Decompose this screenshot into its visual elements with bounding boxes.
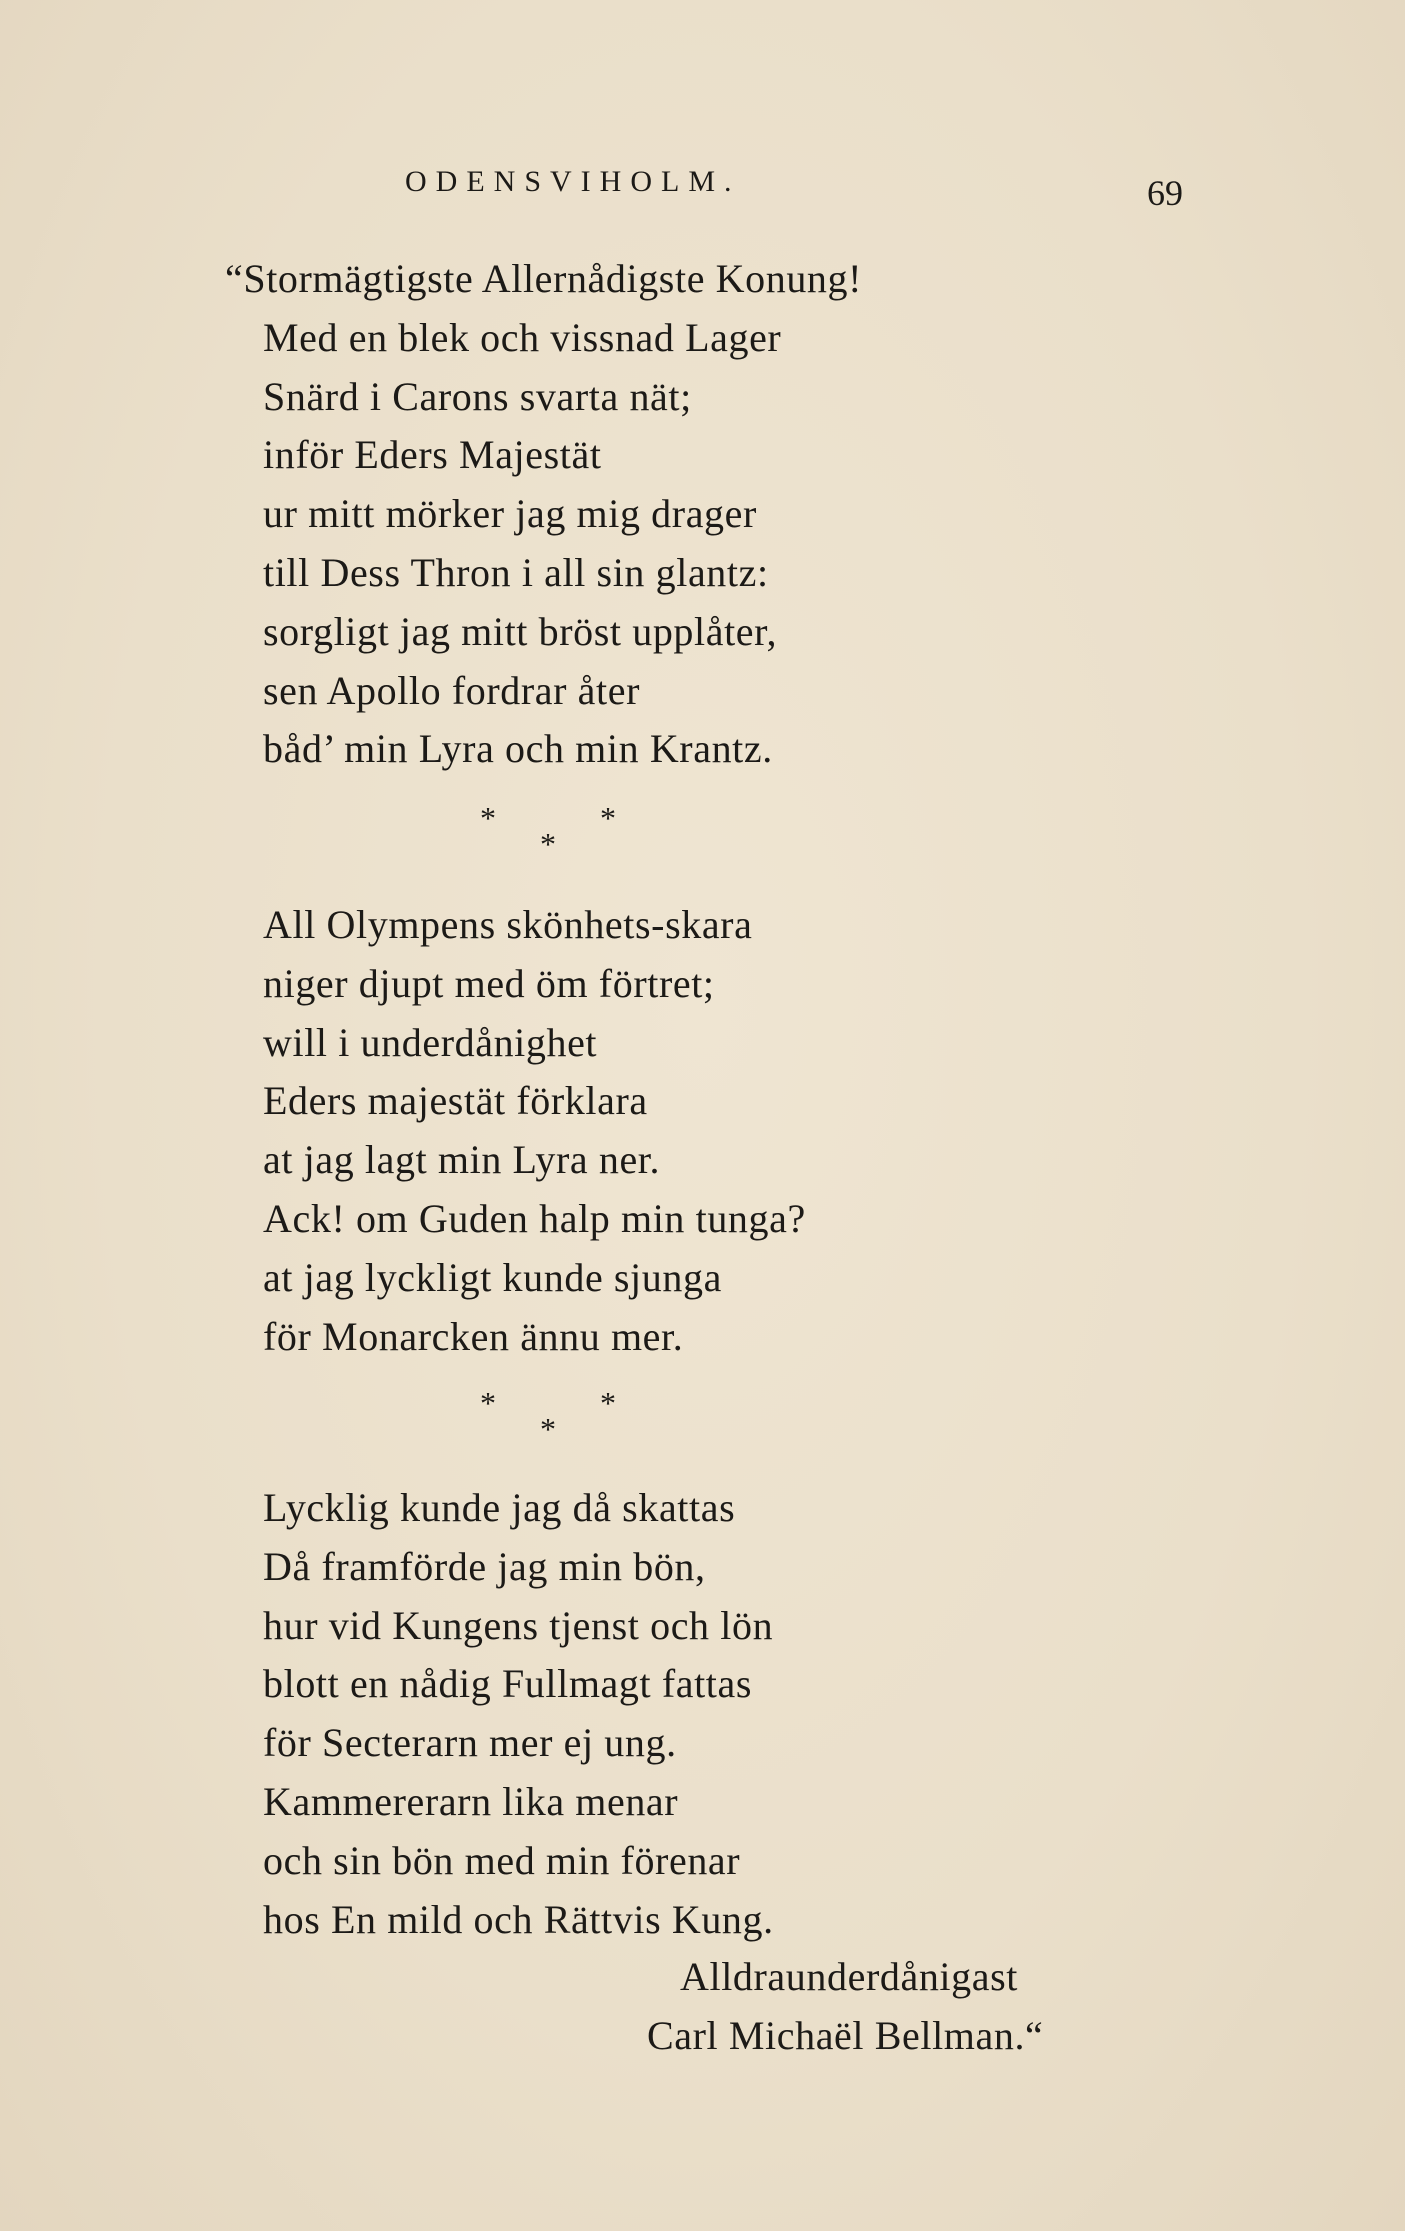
running-head: ODENSVIHOLM. [405, 165, 741, 198]
verse-line: för Monarcken ännu mer. [263, 1313, 684, 1359]
verse-line: Snärd i Carons svarta nät; [263, 373, 692, 419]
verse-line: för Secterarn mer ej ung. [263, 1720, 677, 1766]
signature: Carl Michaël Bellman.“ [647, 2013, 1044, 2058]
asterisk: * [600, 800, 616, 836]
verse-line: ur mitt mörker jag mig drager [263, 491, 757, 537]
asterisk: * [480, 1385, 496, 1421]
asterisk: * [540, 1411, 556, 1447]
verse-line: Kammererarn lika menar [263, 1778, 679, 1824]
asterisk: * [480, 800, 496, 836]
verse-line: Då framförde jag min bön, [263, 1543, 706, 1589]
verse-line: at jag lagt min Lyra ner. [263, 1137, 661, 1183]
verse-line: “Stormägtigste Allernådigste Konung! [225, 256, 863, 301]
verse-line: inför Eders Majestät [263, 432, 602, 478]
verse-line: hos En mild och Rättvis Kung. [263, 1896, 774, 1942]
verse-line: Lycklig kunde jag då skattas [263, 1485, 736, 1530]
verse-line: Med en blek och vissnad Lager [263, 314, 782, 360]
verse-line: blott en nådig Fullmagt fattas [263, 1661, 753, 1707]
verse-line: sen Apollo fordrar åter [263, 667, 641, 713]
verse-line: niger djupt med öm förtret; [263, 960, 715, 1006]
verse-line: All Olympens skönhets-skara [263, 902, 753, 947]
page-number: 69 [1147, 173, 1183, 213]
asterisk: * [600, 1385, 616, 1421]
asterisk: * [540, 826, 556, 862]
verse-line: Ack! om Guden halp min tunga? [263, 1195, 806, 1241]
verse-line: sorgligt jag mitt bröst upplåter, [263, 608, 778, 654]
stanza-3 [263, 1479, 774, 1949]
stanza-1 [225, 250, 863, 779]
verse-line: till Dess Thron i all sin glantz: [263, 549, 769, 595]
closing-salutation: Alldraunderdånigast [680, 1954, 1018, 1999]
stanza-2 [263, 896, 806, 1366]
verse-line: hur vid Kungens tjenst och lön [263, 1602, 774, 1648]
verse-line: will i underdånighet [263, 1019, 598, 1065]
verse-line: och sin bön med min förenar [263, 1837, 741, 1883]
verse-line: at jag lyckligt kunde sjunga [263, 1254, 722, 1300]
verse-line: båd’ min Lyra och min Krantz. [263, 726, 773, 772]
verse-line: Eders majestät förklara [263, 1078, 648, 1124]
